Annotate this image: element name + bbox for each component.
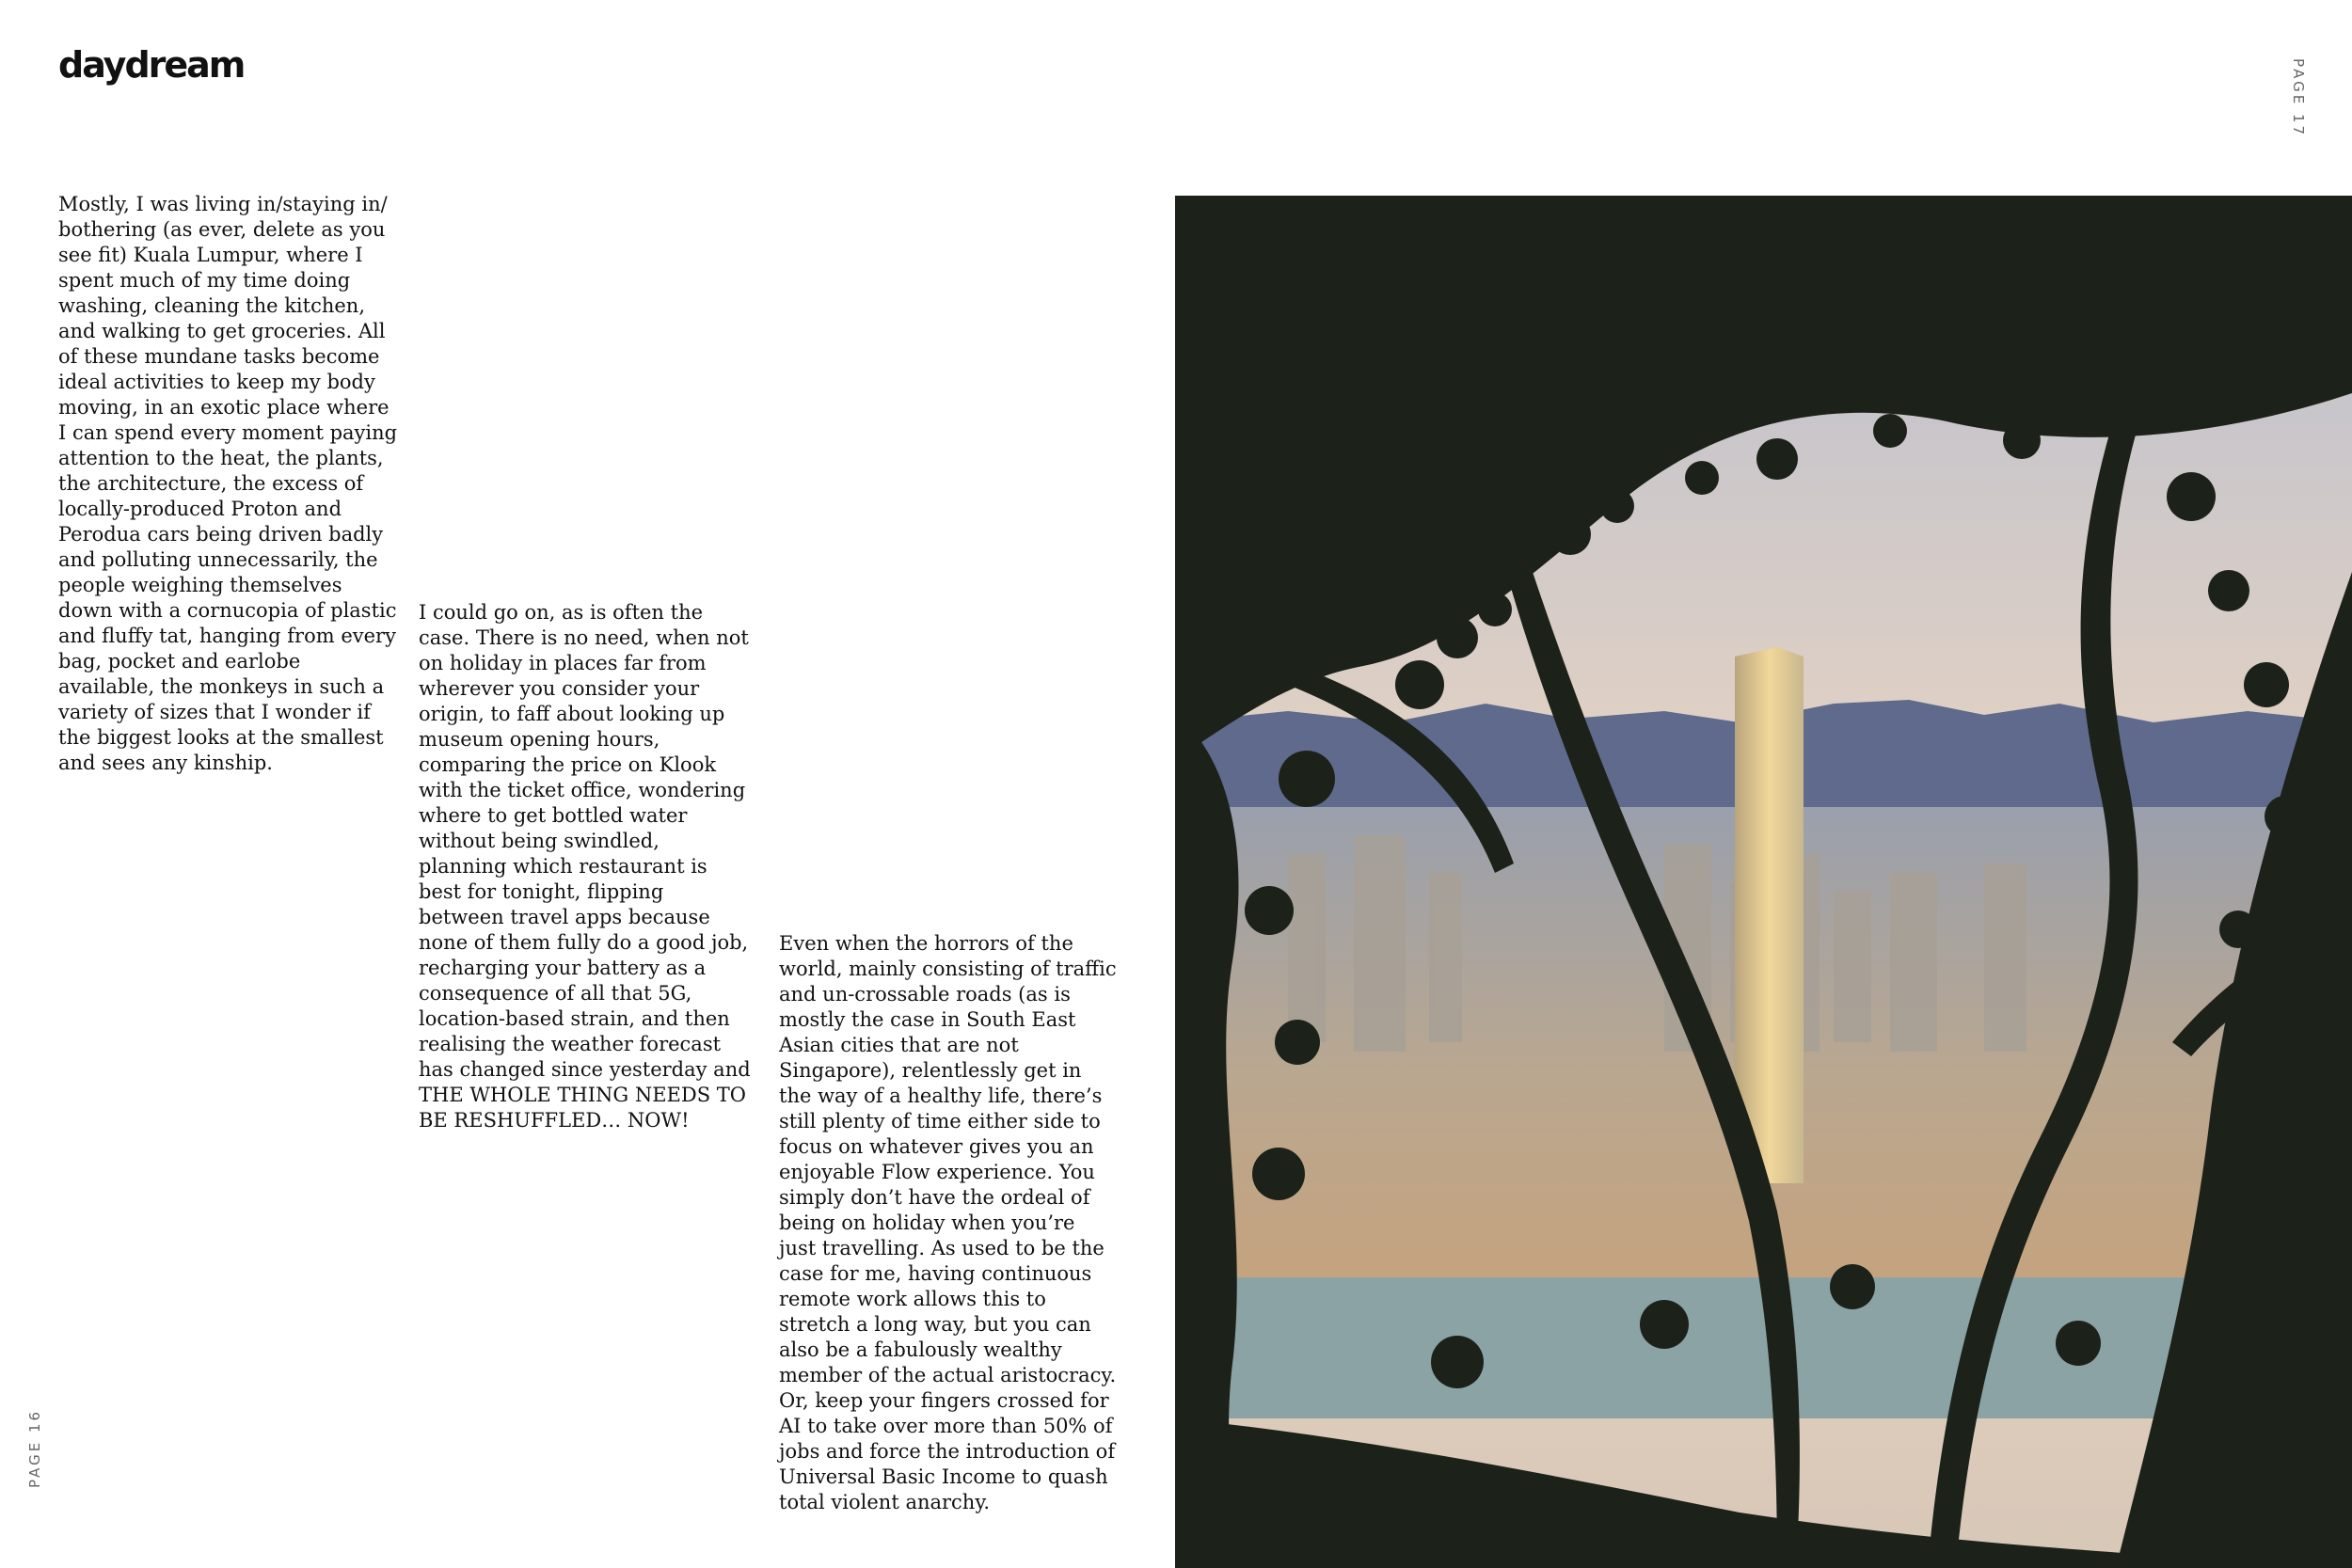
skyscraper <box>1735 647 1804 1183</box>
page-number-left: PAGE 16 <box>26 1408 43 1488</box>
skyline-photo-illustration <box>1175 196 2352 1568</box>
article-paragraph-3: Even when the horrors of the world, mainly consisting of traffic and un-crossable roads (as is mostly the case in South East Asian cities that are not Singapore), relentlessly get in the way of a healthy life, there’s still plenty of time either side to focus on whatever gives you an enjoyable Flow experience. You simply don’t have the ordeal of being on holiday when you’re just travelling. As used to be the case for me, having continuous remote work allows this to stretch a long way, but you can also be a fabulously wealthy member of the actual aristocracy. Or, keep your fingers crossed for AI to take over more than 50% of jobs and force the introduction of Universal Basic Income to quash total violent anarchy. <box>779 932 1117 1513</box>
skyline-photo <box>1175 196 2352 1568</box>
daydream-logo: daydream <box>58 44 245 86</box>
page-number-right: PAGE 17 <box>2290 58 2307 138</box>
article-paragraph-2: I could go on, as is often the case. There is no need, when not on holiday in places far from wherever you consider your origin, to faff about looking up museum opening hours, comparing the price on Klook with the ticket office, wondering where to get bottled water without being swindled, planning which restaurant is best for tonight, flipping between travel apps because none of them fully do a good job, recharging your battery as a consequence of all that 5G, location-based strain, and then realising the weather forecast has changed since yesterday and THE WHOLE THING NEEDS TO BE RESHUFFLED… NOW! <box>419 601 751 1132</box>
article-paragraph-1: Mostly, I was living in/staying in/ bothering (as ever, delete as you see fit) Kuala Lumpur, where I spent much of my time doing washing, cleaning the kitchen, and walking to get groceries. All of these mundane tasks become ideal activities to keep my body moving, in an exotic place where I can spend every moment paying attention to the heat, the plants, the architecture, the excess of locally-produced Proton and Perodua cars being driven badly and polluting unnecessarily, the people weighing themselves down with a cornucopia of plastic and fluffy tat, hanging from every bag, pocket and earlobe available, the monkeys in such a variety of sizes that I wonder if the biggest looks at the smallest and sees any kinship. <box>58 193 398 774</box>
